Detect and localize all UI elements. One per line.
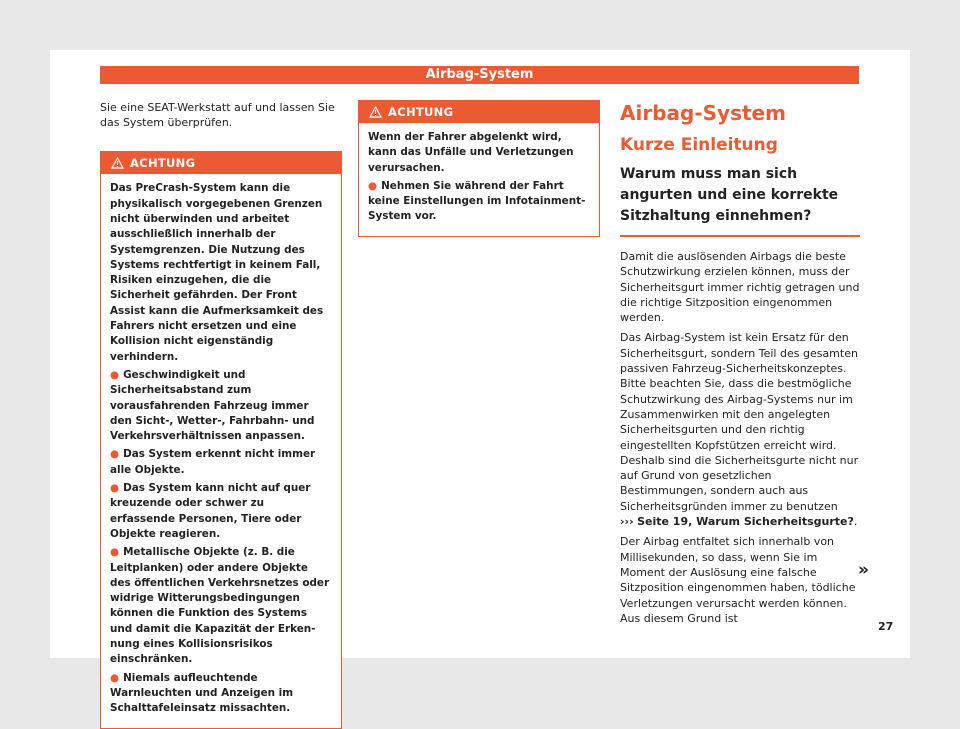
warning-paragraph: Das PreCrash-System kann die physikalisch vorgegebenen Grenzen nicht überwinden und arbeitet ausschließlich innerhalb der Systemgrenzen. Die Nutzung des Systems rechtfertigt in keinem Fall, Risiken einzugehen, die die Sicherheit gefährden. Der Front Assist kann die Aufmerksamkeit des Fahrers nicht ersetzen und eine Kollision nicht eigenständig verhindern. [110,182,324,363]
warning-body [359,123,599,236]
warning-bullet [110,481,332,542]
body-text [620,249,860,626]
intro-paragraph: Sie eine SEAT-Werkstatt auf und lassen Sie das System überprüfen. [100,101,335,130]
warning-label: ACHTUNG [388,105,454,119]
bullet-text: Niemals aufleuchtende Warnleuchten und Anzeigen im Schalttafeleinsatz missachten. [110,671,294,715]
warning-box [358,100,600,237]
warning-box [100,151,342,728]
bullet-text: Das System kann nicht auf quer kreuzende oder schwer zu erfassende Personen, Tiere oder Objekte reagieren. [110,482,311,540]
bullet-icon: ● [368,179,378,192]
paragraph: Der Airbag entfaltet sich innerhalb von Millisekunden, so dass, wenn Sie im Moment der Auslösung eine falsche Sitzposition eingenommen haben, tödliche Verletzungen verursacht werden können. Aus diesem Grund ist [620,535,856,625]
warning-paragraph: Wenn der Fahrer abgelenkt wird, kann das Unfälle und Verletzungen verursachen. [368,131,574,174]
bullet-text: Geschwindigkeit und Sicherheitsabstand zum vorausfahrenden Fahrzeug immer den Sicht-, Wetter-, Fahrbahn- und Verkehrsverhältnissen anpassen. [110,368,315,443]
paragraph-text: Das Airbag-System ist kein Ersatz für den Sicherheitsgurt, sondern Teil des gesamten passiven Fahrzeug-Sicherheitskonzeptes. Bitte beachten Sie, dass die bestmögliche Schutzwirkung des Airbag-Systems nur im Zusammenwirken mit den angelegten Sicherheitsgurten und den richtig eingestellten Kopfstützen erreicht wird. Deshalb sind die Sicherheitsgurte nicht nur auf Grund von gesetzlichen Bestimmungen, sondern auch aus Sicherheitsgründen immer zu benutzen [620,331,859,513]
column-3 [620,100,860,631]
column-2 [358,100,600,237]
continue-arrow-icon: » [858,560,869,580]
warning-bullet [368,179,590,225]
bullet-icon: ● [110,368,120,381]
subsection-title: Warum muss man sich angurten und eine korrekte Sitzhaltung einnehmen? [620,164,860,237]
xref-period: . [853,515,858,529]
cross-reference-link[interactable]: Seite 19, Warum Sicherheitsgurte? [637,515,854,529]
bullet-text: Das System erkennt nicht immer alle Objekte. [110,448,316,476]
warning-triangle-icon [111,157,124,169]
bullet-icon: ● [110,671,120,684]
bullet-icon: ● [110,448,120,461]
warning-body [101,174,341,727]
warning-label: ACHTUNG [130,156,196,171]
section-header [100,66,859,84]
warning-triangle-icon [369,106,382,118]
warning-header [359,101,599,123]
section-title: Kurze Einleitung [620,135,778,155]
paragraph [620,330,860,529]
warning-bullet [110,368,332,444]
warning-bullet [110,671,332,717]
section-header-title: Airbag-System [425,67,534,82]
paragraph: Damit die auslösenden Airbags die beste Schutzwirkung erzielen können, muss der Sicherheitsgurt immer richtig getragen und die richtige Sitzposition eingenommen werden. [620,250,860,325]
warning-header [101,152,341,174]
chapter-title: Airbag-System [620,101,786,125]
warning-bullet [110,447,332,478]
column-1 [100,100,342,729]
bullet-text: Nehmen Sie während der Fahrt keine Einstellungen im Infotainment-System vor. [368,179,586,223]
warning-bullet [110,545,332,667]
page-number: 27 [878,620,894,633]
bullet-icon: ● [110,482,120,495]
xref-arrow-icon: ››› [620,515,634,529]
bullet-icon: ● [110,546,120,559]
bullet-text: Metallische Objekte (z. B. die Leitplanken) oder andere Objekte des öffentlichen Verkehrsnetzes oder widrige Witterungsbedingungen können die Funktion des Systems und damit die Kapazität der Erkennung eines Kollisionsrisikos einschränken. [110,546,330,666]
intro-text [100,100,342,130]
